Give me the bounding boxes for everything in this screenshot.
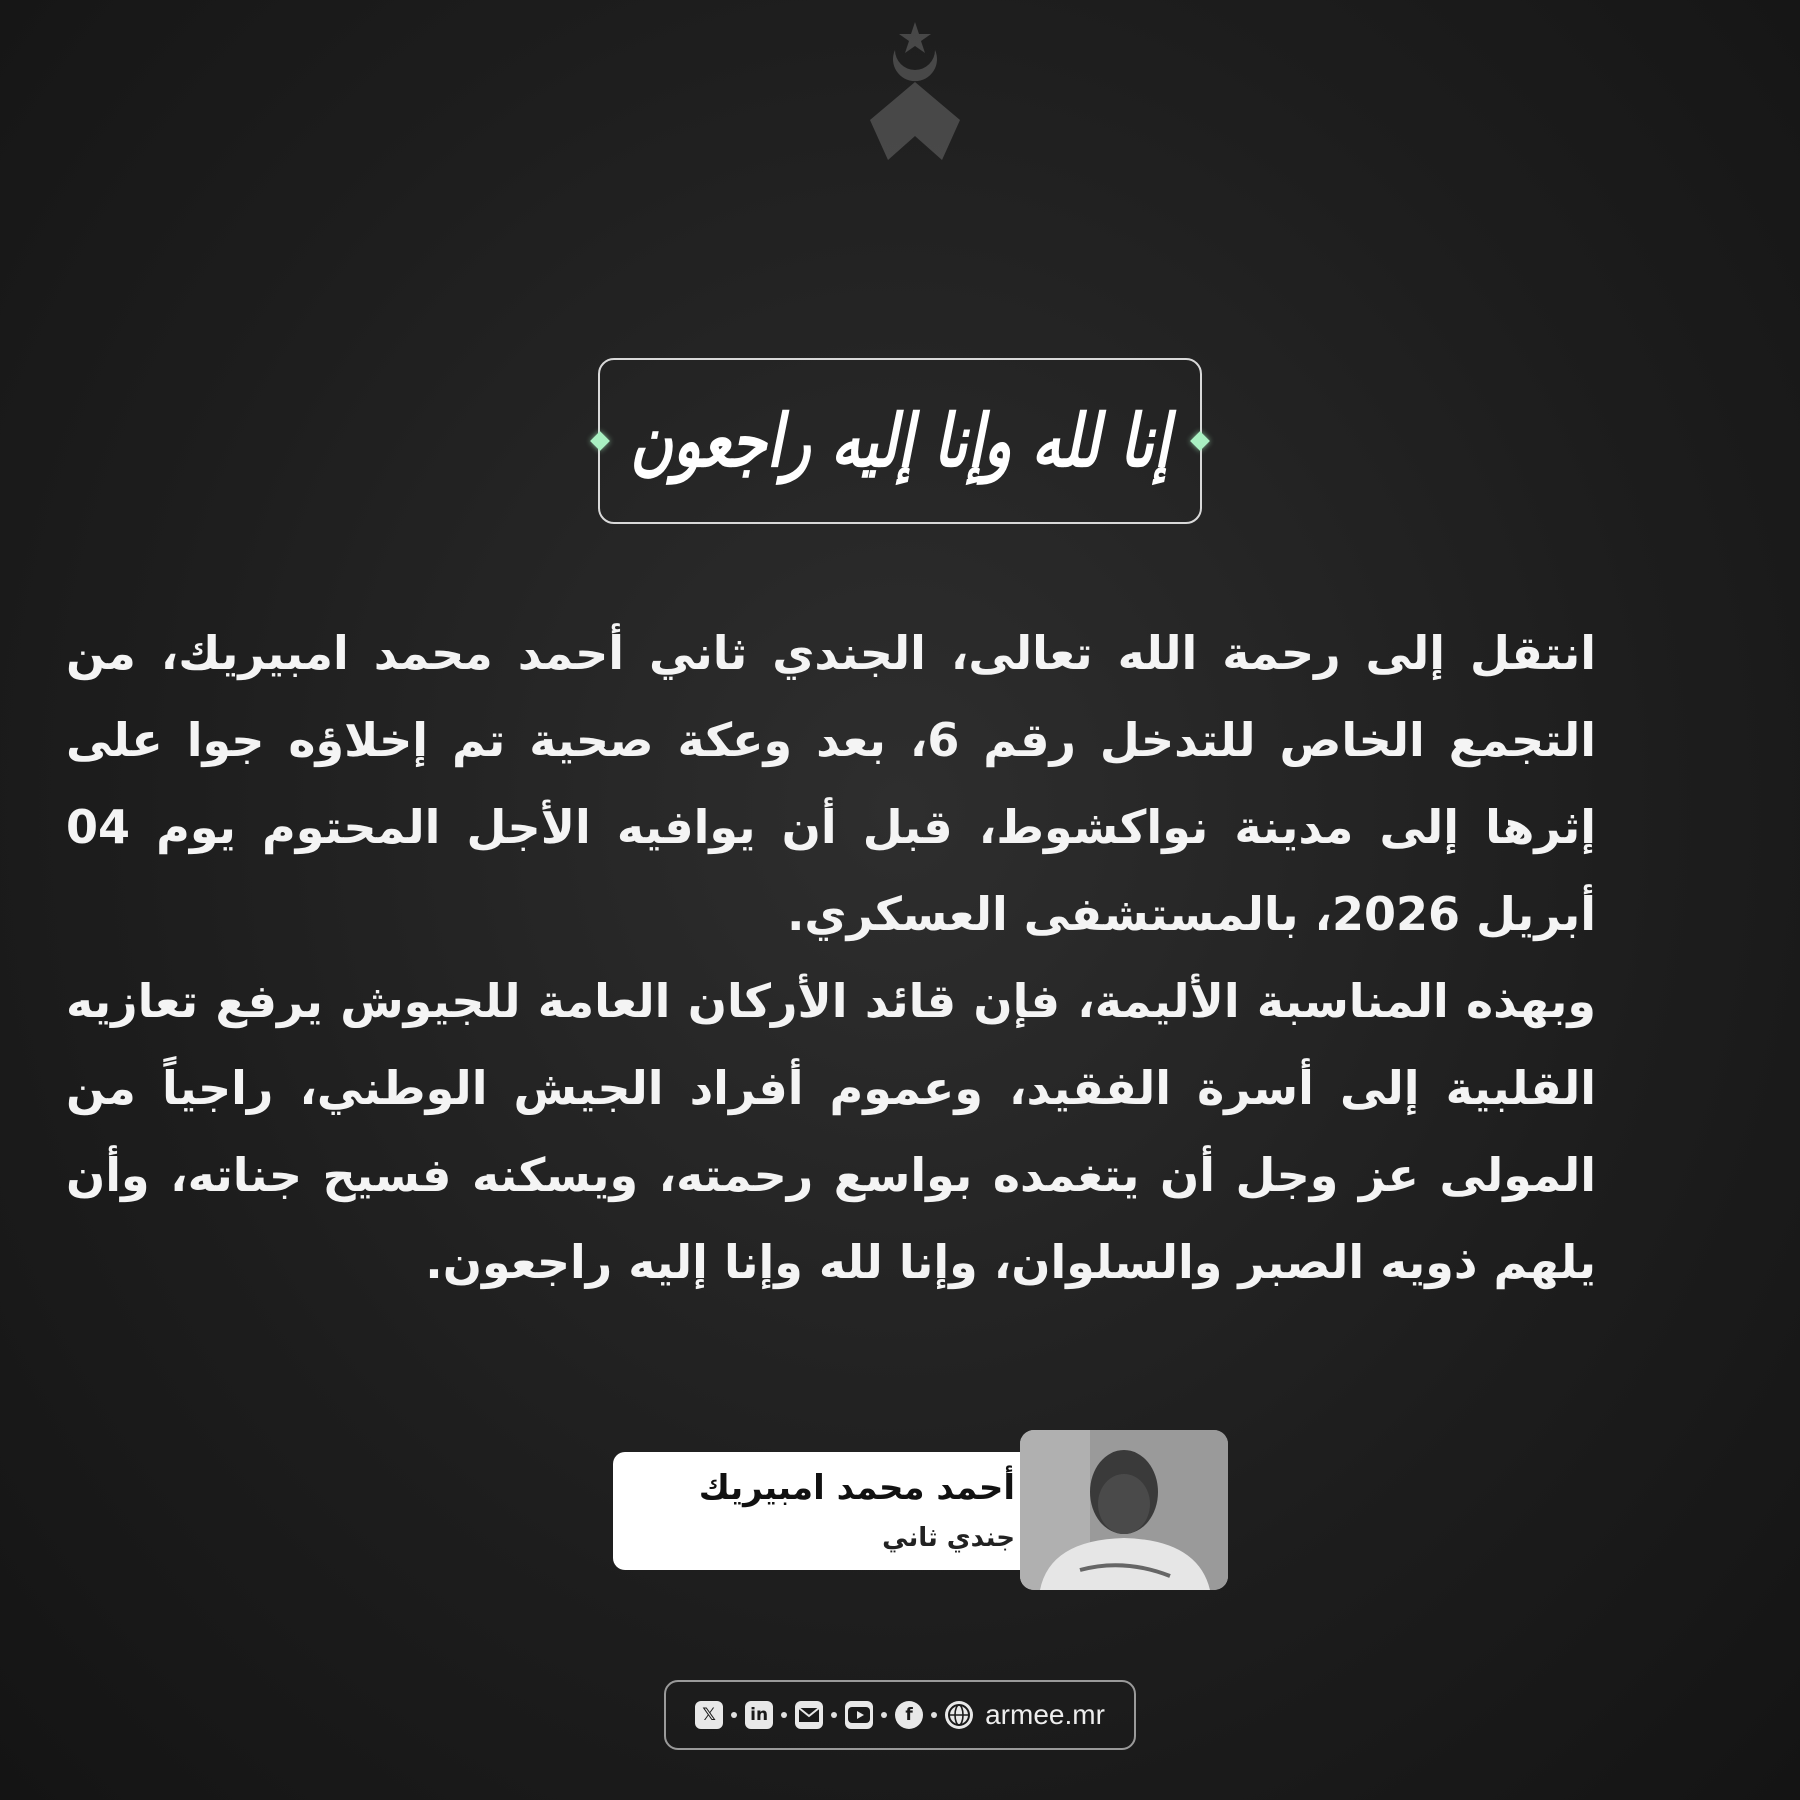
website-link[interactable]: armee.mr	[985, 1699, 1105, 1730]
youtube-icon[interactable]	[845, 1701, 873, 1729]
linkedin-icon[interactable]: in	[745, 1701, 773, 1729]
army-emblem-watermark	[850, 10, 980, 170]
globe-icon	[945, 1701, 973, 1729]
deceased-name: أحمد محمد امبيريك	[698, 1468, 1015, 1508]
announcement-text	[66, 610, 1596, 1306]
calligraphy-title: إنا لله وإنا إليه راجعون	[630, 398, 1170, 484]
separator-dot	[831, 1712, 837, 1718]
separator-dot	[781, 1712, 787, 1718]
facebook-icon[interactable]: f	[895, 1701, 923, 1729]
deceased-photo	[1020, 1430, 1228, 1590]
diamond-ornament-left	[590, 431, 610, 451]
x-icon[interactable]: 𝕏	[695, 1701, 723, 1729]
mail-icon[interactable]	[795, 1701, 823, 1729]
footer-social-bar	[664, 1680, 1136, 1750]
separator-dot	[931, 1712, 937, 1718]
portrait-placeholder-icon	[1020, 1430, 1228, 1590]
announcement-paragraph-2: وبهذه المناسبة الأليمة، فإن قائد الأركان العامة للجيوش يرفع تعازيه القلبية إلى أسرة الفقيد، وعموم أفراد الجيش الوطني، راجياً من المولى عز وجل أن يتغمده بواسع رحمته، ويسكنه فسيح جناته، وأن يلهم ذويه الصبر والسلوان، وإنا لله وإنا إليه راجعون.	[66, 974, 1596, 1289]
diamond-ornament-right	[1190, 431, 1210, 451]
separator-dot	[881, 1712, 887, 1718]
deceased-info-card	[613, 1452, 1043, 1570]
deceased-rank: جندي ثاني	[882, 1523, 1015, 1553]
condolence-title-frame	[598, 358, 1202, 524]
announcement-paragraph-1: انتقل إلى رحمة الله تعالى، الجندي ثاني أحمد محمد امبيريك، من التجمع الخاص للتدخل رقم 6، بعد وعكة صحية تم إخلاؤه جوا على إثرها إلى مدينة نواكشوط، قبل أن يوافيه الأجل المحتوم يوم 04 أبريل 2026، بالمستشفى العسكري.	[66, 626, 1597, 941]
separator-dot	[731, 1712, 737, 1718]
